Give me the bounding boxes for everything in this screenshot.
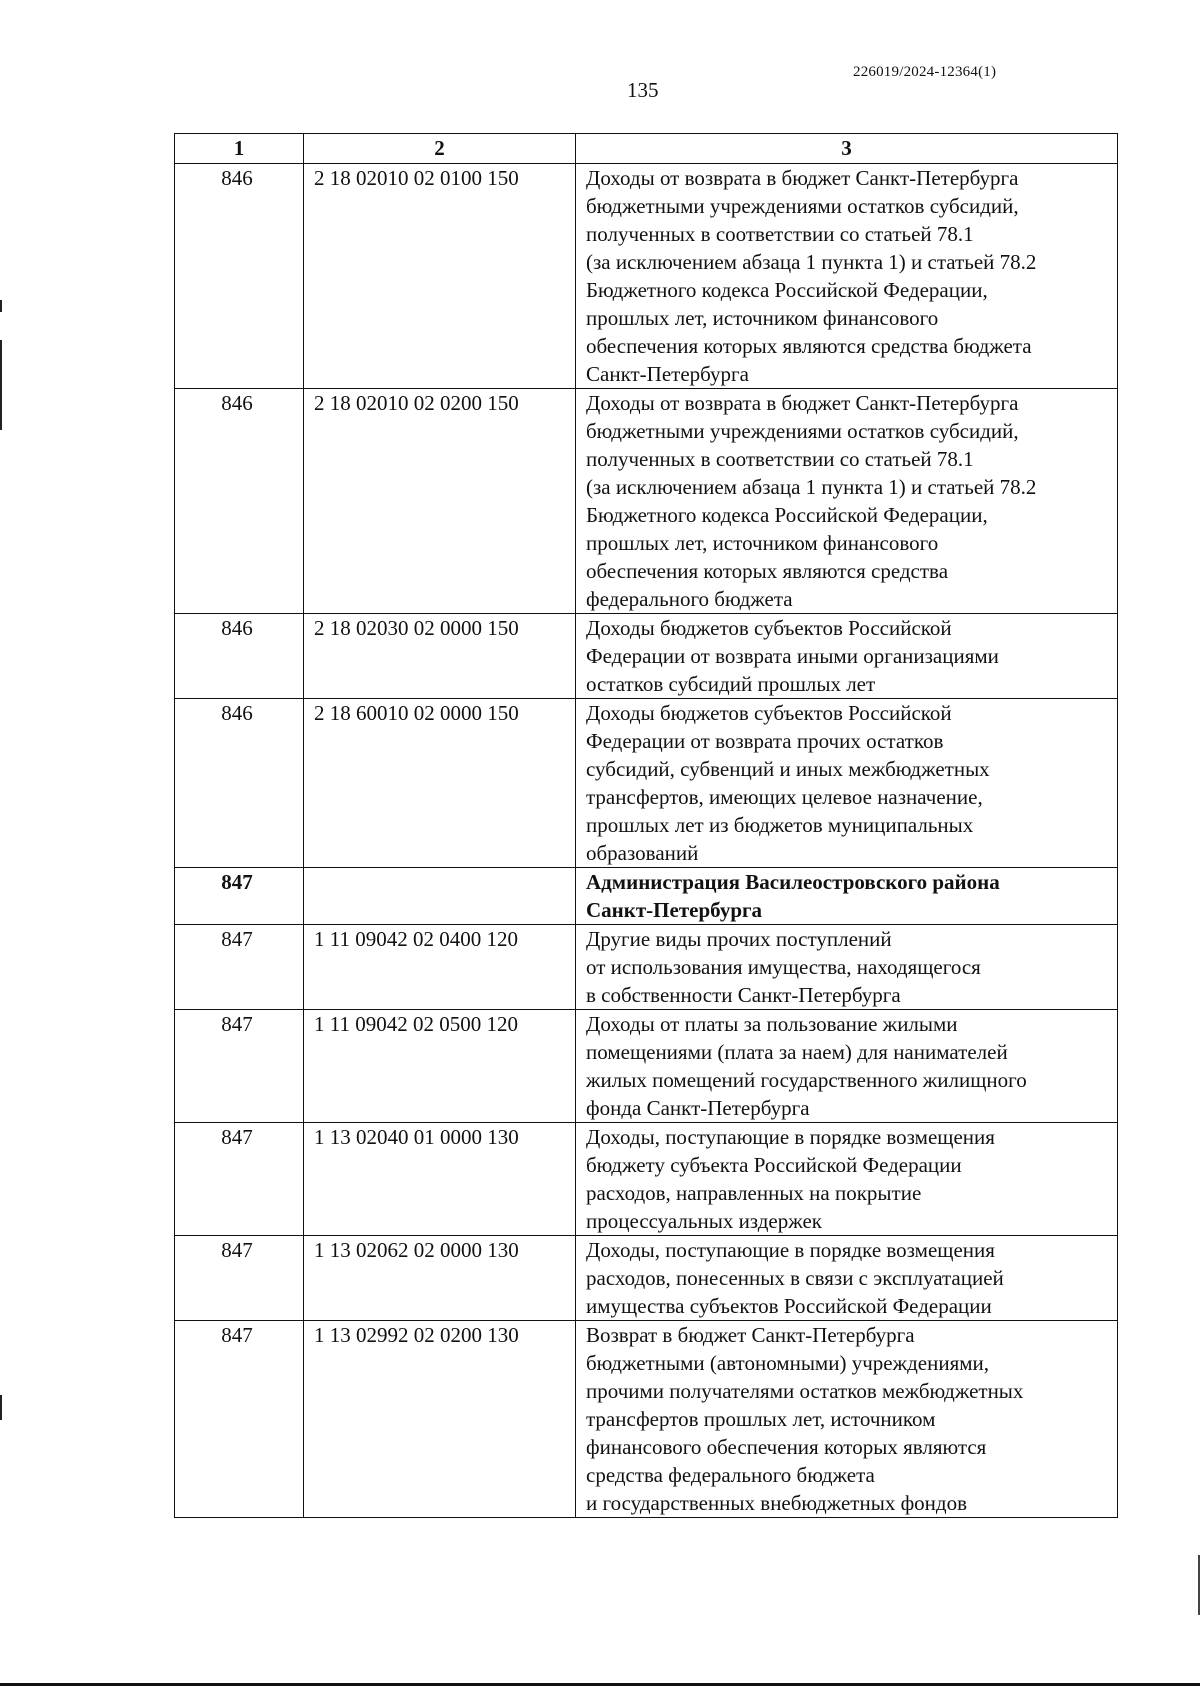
admin-code-cell: 846: [175, 389, 304, 614]
table-row: [175, 699, 1118, 868]
administrator-name-cell: Администрация Василеостровского района Санкт-Петербурга: [576, 868, 1118, 925]
table-row: [175, 389, 1118, 614]
admin-code-cell: 846: [175, 614, 304, 699]
table-row: [175, 614, 1118, 699]
description-cell: Доходы, поступающие в порядке возмещения расходов, понесенных в связи с эксплуатацией имущества субъектов Российской Федерации: [576, 1236, 1118, 1321]
column-header-admin: 1: [175, 134, 304, 164]
scan-edge-mark: [0, 1395, 2, 1420]
table-row: [175, 164, 1118, 389]
admin-code-cell: 846: [175, 164, 304, 389]
budget-classification-table: [174, 133, 1118, 1518]
budget-code-cell: 1 11 09042 02 0500 120: [304, 1010, 576, 1123]
budget-code-cell: 2 18 02010 02 0100 150: [304, 164, 576, 389]
admin-code-cell: 847: [175, 925, 304, 1010]
admin-code-cell: 847: [175, 1123, 304, 1236]
budget-code-cell: 1 11 09042 02 0400 120: [304, 925, 576, 1010]
table-header-row: [175, 134, 1118, 164]
description-cell: Доходы от платы за пользование жилыми помещениями (плата за наем) для нанимателей жилых помещений государственного жилищного фонда Санкт-Петербурга: [576, 1010, 1118, 1123]
table-row: [175, 1321, 1118, 1518]
column-header-description: 3: [576, 134, 1118, 164]
admin-code-cell: 846: [175, 699, 304, 868]
budget-code-cell: 2 18 60010 02 0000 150: [304, 699, 576, 868]
table-row: [175, 1123, 1118, 1236]
table-row: [175, 1236, 1118, 1321]
budget-code-cell: 2 18 02010 02 0200 150: [304, 389, 576, 614]
admin-code-cell: 847: [175, 1236, 304, 1321]
admin-code-cell: 847: [175, 868, 304, 925]
document-id: 226019/2024-12364(1): [853, 64, 997, 80]
description-cell: Доходы от возврата в бюджет Санкт-Петербурга бюджетными учреждениями остатков субсидий, полученных в соответствии со статьей 78.1 (за исключением абзаца 1 пункта 1) и статьей 78.2 Бюджетного кодекса Российской Федерации, прошлых лет, источником финансового обеспечения которых являются средства федерального бюджета: [576, 389, 1118, 614]
column-header-code: 2: [304, 134, 576, 164]
budget-code-cell: [304, 868, 576, 925]
table-row-section-heading: [175, 868, 1118, 925]
budget-code-cell: 1 13 02992 02 0200 130: [304, 1321, 576, 1518]
description-cell: Другие виды прочих поступлений от использования имущества, находящегося в собственности Санкт-Петербурга: [576, 925, 1118, 1010]
table-row: [175, 1010, 1118, 1123]
budget-code-cell: 2 18 02030 02 0000 150: [304, 614, 576, 699]
scan-edge-mark: [0, 340, 2, 430]
page-number: 135: [627, 78, 659, 102]
budget-code-cell: 1 13 02062 02 0000 130: [304, 1236, 576, 1321]
description-cell: Доходы бюджетов субъектов Российской Федерации от возврата иными организациями остатков субсидий прошлых лет: [576, 614, 1118, 699]
description-cell: Доходы бюджетов субъектов Российской Федерации от возврата прочих остатков субсидий, субвенций и иных межбюджетных трансфертов, имеющих целевое назначение, прошлых лет из бюджетов муниципальных образований: [576, 699, 1118, 868]
description-cell: Возврат в бюджет Санкт-Петербурга бюджетными (автономными) учреждениями, прочими получателями остатков межбюджетных трансфертов прошлых лет, источником финансового обеспечения которых являются средства федерального бюджета и государственных внебюджетных фондов: [576, 1321, 1118, 1518]
admin-code-cell: 847: [175, 1010, 304, 1123]
bottom-rule: [0, 1683, 1200, 1686]
scan-edge-mark: [0, 300, 2, 312]
admin-code-cell: 847: [175, 1321, 304, 1518]
description-cell: Доходы от возврата в бюджет Санкт-Петербурга бюджетными учреждениями остатков субсидий, полученных в соответствии со статьей 78.1 (за исключением абзаца 1 пункта 1) и статьей 78.2 Бюджетного кодекса Российской Федерации, прошлых лет, источником финансового обеспечения которых являются средства бюджета Санкт-Петербурга: [576, 164, 1118, 389]
budget-code-cell: 1 13 02040 01 0000 130: [304, 1123, 576, 1236]
description-cell: Доходы, поступающие в порядке возмещения бюджету субъекта Российской Федерации расходов, направленных на покрытие процессуальных издержек: [576, 1123, 1118, 1236]
table-row: [175, 925, 1118, 1010]
